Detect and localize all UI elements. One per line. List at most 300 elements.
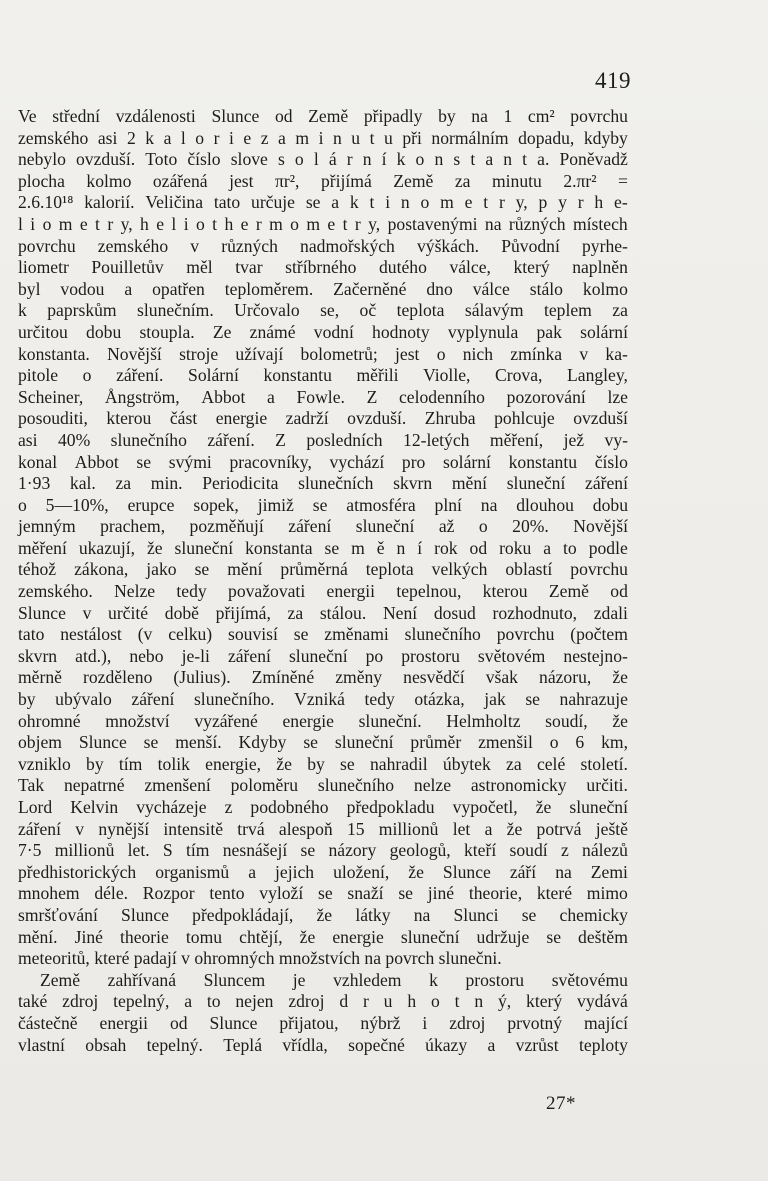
word: téhož (18, 559, 57, 580)
word: nálezů (582, 840, 628, 861)
word: průměr (410, 732, 462, 753)
word: však (485, 667, 518, 688)
word: Země (548, 581, 589, 602)
word: u (383, 991, 393, 1012)
word: paprskům (47, 300, 117, 321)
word: září (509, 861, 537, 882)
text-line (18, 667, 628, 689)
word: měření (18, 537, 67, 558)
word: na (480, 494, 498, 515)
word: vzdálenosti (115, 106, 196, 126)
word: 6 (575, 732, 585, 753)
word: energii (326, 581, 376, 602)
word: sluneční (355, 516, 415, 537)
word: n (362, 149, 372, 170)
word: nestejno- (563, 645, 628, 666)
text-line (18, 732, 628, 754)
word: kdyby (583, 127, 628, 148)
word: o (415, 149, 425, 170)
word: ovzduší. (76, 149, 136, 170)
word: dopadu, (518, 127, 575, 148)
word: Země (393, 170, 434, 191)
word: by (438, 106, 456, 126)
text-line (18, 452, 628, 474)
text-line (18, 495, 628, 517)
word: zmenšil (478, 732, 533, 753)
word: se (143, 732, 159, 753)
word: r (577, 192, 584, 213)
word: Slunce (18, 602, 66, 623)
word: Abbot (201, 386, 246, 407)
word: povrchu (570, 106, 628, 126)
word: tím (118, 753, 143, 774)
word: válce, (449, 257, 491, 278)
word: slunečních (298, 473, 374, 494)
word: slunečního (110, 429, 187, 450)
word: k (18, 300, 27, 321)
word: jejich (275, 861, 315, 882)
word: sluneční. (358, 710, 422, 731)
word: kteří (464, 840, 497, 861)
word: sluneční (506, 473, 566, 494)
word: Periodicita (202, 473, 279, 494)
word: mimo (586, 883, 628, 904)
word: (počtem (570, 624, 628, 645)
word: e (79, 213, 88, 234)
word: názoru, (539, 667, 592, 688)
word: theorie (120, 926, 169, 947)
word: přijímá (320, 170, 372, 191)
word: stálou. (319, 602, 367, 623)
word: kolmo (582, 278, 628, 299)
word: k (145, 127, 155, 148)
word: až (438, 516, 455, 537)
word: vzrůst (515, 1034, 559, 1055)
word: n (400, 192, 410, 213)
word: Poněvadž (559, 149, 628, 170)
word: n (503, 149, 513, 170)
word: kalorií. (84, 192, 135, 213)
word: a. (537, 149, 550, 170)
word: geologů, (389, 840, 451, 861)
word: na (413, 904, 431, 925)
word: mění (227, 559, 263, 580)
word: a (163, 127, 172, 148)
word: rok (434, 537, 458, 558)
word: že (612, 710, 628, 731)
word: nesvědčí (403, 667, 465, 688)
word: zdali (593, 602, 628, 623)
word: povrchu (570, 559, 628, 580)
word: se (300, 840, 316, 861)
word: e- (614, 192, 628, 213)
word: záření. (207, 429, 255, 450)
word: Slunce (211, 106, 260, 126)
word: slunečního (317, 775, 395, 796)
word: minutu (491, 170, 542, 191)
word: jest (229, 170, 254, 191)
word: by (307, 753, 325, 774)
word: o (294, 149, 304, 170)
word: o (18, 494, 27, 515)
word: 2 (126, 127, 136, 148)
text-line (18, 689, 628, 711)
word: o (82, 365, 92, 386)
word: Crova, (495, 365, 543, 386)
word: pohlcuje (494, 408, 555, 429)
word: obsah (85, 1034, 127, 1055)
word: považovati (228, 581, 306, 602)
word: předhistorických (18, 861, 137, 882)
word: teploměrem. (224, 278, 314, 299)
word: pozorování (506, 386, 586, 407)
word: rozděleno (83, 667, 153, 688)
word: vyplynula (447, 321, 519, 342)
word: kolmo (86, 170, 132, 191)
word: potrvá (536, 818, 582, 839)
word: povrchu (496, 624, 555, 645)
word: tedy (176, 581, 207, 602)
word: roku (499, 537, 532, 558)
word: že (506, 818, 523, 839)
word: prvotný (507, 1012, 563, 1033)
word: je (292, 969, 306, 990)
word: Fowle. (296, 386, 345, 407)
word: objem (18, 732, 62, 753)
word: u (384, 127, 393, 148)
word: nebylo (18, 149, 66, 170)
word: zdroj (62, 991, 99, 1012)
word: jiné (427, 883, 455, 904)
text-line (18, 754, 628, 776)
word: kal. (69, 473, 96, 494)
word: a (248, 861, 257, 882)
word: asi (18, 429, 38, 450)
word: vyzářené (194, 710, 258, 731)
word: m (351, 537, 365, 558)
word: také (18, 991, 48, 1012)
word: měl (186, 257, 213, 278)
word: prostoru (465, 969, 525, 990)
word: změny (335, 667, 383, 688)
word: konstanta (245, 537, 313, 558)
word: vydává (577, 991, 628, 1012)
word: soudí, (545, 710, 588, 731)
word: s (277, 149, 285, 170)
word: vypočetl, (452, 797, 518, 817)
word: o (42, 213, 52, 234)
word: m (306, 213, 321, 234)
word: i (385, 192, 391, 213)
word: 40% (57, 429, 91, 450)
word: dno (426, 278, 453, 299)
word: jak (484, 689, 506, 710)
word: se (318, 883, 333, 904)
word: kterou (482, 581, 528, 602)
word: za (506, 753, 522, 774)
text-line (18, 538, 628, 560)
word: Slunce (121, 904, 169, 925)
word: povrchu (18, 235, 76, 256)
word: od (469, 537, 488, 558)
word: nelze (413, 775, 452, 796)
word: celé (536, 753, 566, 774)
word: asi (97, 127, 118, 148)
word: změnami (324, 624, 389, 645)
word: určité (108, 602, 149, 623)
word: známé (249, 321, 296, 342)
word: let (452, 818, 471, 839)
word: n (396, 537, 406, 558)
word: e (464, 192, 473, 213)
text-line (18, 927, 628, 949)
word: tolik (157, 753, 190, 774)
word: záření (131, 689, 175, 710)
word: Původní (501, 235, 560, 256)
word: t (342, 213, 348, 234)
word: jest (395, 343, 420, 364)
word: Scheiner, (18, 386, 84, 407)
word: že (612, 667, 628, 688)
word: t (454, 991, 460, 1012)
text-line (18, 344, 628, 366)
word: na (471, 106, 488, 126)
word: se (136, 451, 152, 472)
word: naplněn (572, 257, 628, 278)
word: Novější (573, 516, 628, 537)
word: nýbrž (360, 1012, 401, 1033)
word: vřídla, (282, 1034, 328, 1055)
text-line (18, 819, 628, 841)
word: nesnášejí (222, 840, 288, 861)
word: millionů (378, 818, 439, 839)
word: ovzduší (573, 408, 628, 429)
word: solární (580, 321, 628, 342)
word: záření (227, 645, 271, 666)
word: různých (508, 213, 566, 234)
word: S (162, 840, 173, 861)
word: e (240, 213, 249, 234)
word: energii (99, 1012, 149, 1033)
word: by (86, 753, 104, 774)
word: v (82, 602, 92, 623)
word: nestálost (60, 624, 122, 645)
word: teplem (543, 300, 592, 321)
text-line (18, 322, 628, 344)
word: ubývalo (55, 689, 112, 710)
word: Slunce (442, 861, 491, 882)
word: o (436, 343, 446, 364)
word: ovzduší. (347, 408, 407, 429)
word: l (171, 213, 177, 234)
word: z (260, 127, 269, 148)
text-line (18, 862, 628, 884)
word: tato (213, 192, 241, 213)
word: Ze (212, 321, 232, 342)
word: množství (105, 710, 170, 731)
word: sluneční (174, 537, 234, 558)
word: se (525, 689, 540, 710)
word: Solární (188, 365, 239, 386)
word: t (212, 213, 218, 234)
word: zmínka (510, 343, 563, 364)
word: stoupla. (139, 321, 195, 342)
word: (v (137, 624, 153, 645)
word: určitou (18, 321, 68, 342)
word: sopečné (348, 1034, 405, 1055)
text-line (18, 430, 628, 452)
word: tedy (364, 689, 395, 710)
word: πr², (275, 170, 300, 191)
word: že (316, 904, 333, 925)
word: energie, (205, 753, 262, 774)
word: let. (127, 840, 150, 861)
word: 2.πr² (563, 170, 597, 191)
word: a (543, 537, 552, 558)
word: o (290, 213, 299, 234)
word: byl (18, 278, 41, 299)
word: mnohem (18, 883, 80, 904)
word: místech (572, 213, 628, 234)
word: teploty (579, 1034, 628, 1055)
text-line (18, 128, 628, 150)
word: se (303, 732, 318, 753)
word: úbytek (442, 753, 491, 774)
word: udržuje (476, 926, 530, 947)
word: pracovníky, (229, 451, 312, 472)
word: které (536, 883, 573, 904)
word: km, (601, 732, 628, 753)
word: oč (359, 300, 377, 321)
word: vzhledem (333, 969, 402, 990)
word: atd.), (75, 645, 112, 666)
word: střední (52, 106, 101, 126)
text-line (18, 646, 628, 668)
word: století. (580, 753, 628, 774)
word: á (328, 149, 337, 170)
word: konal (18, 451, 58, 472)
word: ukazují, (78, 537, 135, 558)
word: skvrn (393, 473, 433, 494)
text-line (18, 559, 628, 581)
word: jež (563, 429, 585, 450)
word: válce (472, 278, 510, 299)
word: je-li (181, 645, 210, 666)
word: energie (282, 710, 334, 731)
word: otázka, (414, 689, 465, 710)
signature-mark: 27* (546, 1093, 576, 1114)
word: nadmořských (300, 235, 395, 256)
word: že (408, 861, 424, 882)
word: to (563, 537, 577, 558)
word: Jiné (74, 926, 103, 947)
text-line (18, 1035, 628, 1057)
word: cm² (527, 106, 555, 126)
word: s (453, 149, 461, 170)
word: Slunce (209, 1012, 258, 1033)
text-line: meteoritů, které padají v ohromných množstvích na povrch slunečni. (18, 948, 502, 969)
word: i (318, 127, 324, 148)
word: vy- (604, 429, 628, 450)
word: vychází (329, 451, 385, 472)
word: n (474, 991, 484, 1012)
word: k (349, 192, 359, 213)
word: snaží (347, 883, 384, 904)
word: h (140, 213, 149, 234)
word: t (95, 213, 100, 234)
word: úkazy (425, 1034, 468, 1055)
word: ohromné (18, 710, 81, 731)
word: 1·93 (18, 473, 51, 494)
word: přijatou, (279, 1012, 339, 1033)
word: po (365, 645, 384, 666)
word: zmenšení (144, 775, 211, 796)
word: ě (376, 537, 385, 558)
word: celku) (168, 624, 213, 645)
word: podobného (250, 797, 329, 817)
word: Vzniká (294, 689, 345, 710)
word: záření (18, 818, 61, 839)
word: měření, (489, 429, 544, 450)
word: Slunci (453, 904, 499, 925)
word: se (194, 559, 210, 580)
text-line (18, 365, 628, 387)
word: se (312, 494, 328, 515)
word: hodnoty (372, 321, 430, 342)
word: část (169, 408, 198, 429)
word: se (340, 753, 355, 774)
word: r (498, 192, 505, 213)
word: na (555, 861, 572, 882)
word: slunečního (404, 624, 481, 645)
word: nepatrné (63, 775, 125, 796)
word: nahrazuje (559, 689, 628, 710)
word: dutého (379, 257, 427, 278)
word: od (610, 581, 628, 602)
word: 7·5 (18, 840, 42, 861)
word: sluneční (569, 797, 628, 817)
word: m (58, 213, 73, 234)
word: l (180, 127, 186, 148)
word: na (484, 213, 502, 234)
word: vlastní (18, 1034, 65, 1055)
word: jemným (18, 516, 76, 537)
word: Země (308, 106, 349, 126)
text-line (18, 279, 628, 301)
word: r (362, 991, 369, 1012)
word: by (18, 689, 36, 710)
word: velkých (431, 559, 488, 580)
word: rozhodnuto, (492, 602, 578, 623)
word: a (487, 1034, 496, 1055)
word: sálavým (464, 300, 524, 321)
word: nejen (235, 991, 274, 1012)
word: í (417, 537, 423, 558)
word: l (18, 213, 23, 234)
word: že (146, 537, 163, 558)
word: svými (168, 451, 212, 472)
word: že (535, 797, 552, 817)
word: normálním (431, 127, 509, 148)
word: alespoň (278, 818, 333, 839)
word: slunečním. (137, 300, 214, 321)
word: tepelný, (113, 991, 170, 1012)
word: záření (585, 473, 628, 494)
word: 20%. (512, 516, 549, 537)
word: ještě (595, 818, 628, 839)
word: z (560, 840, 569, 861)
word: Země (40, 969, 81, 990)
